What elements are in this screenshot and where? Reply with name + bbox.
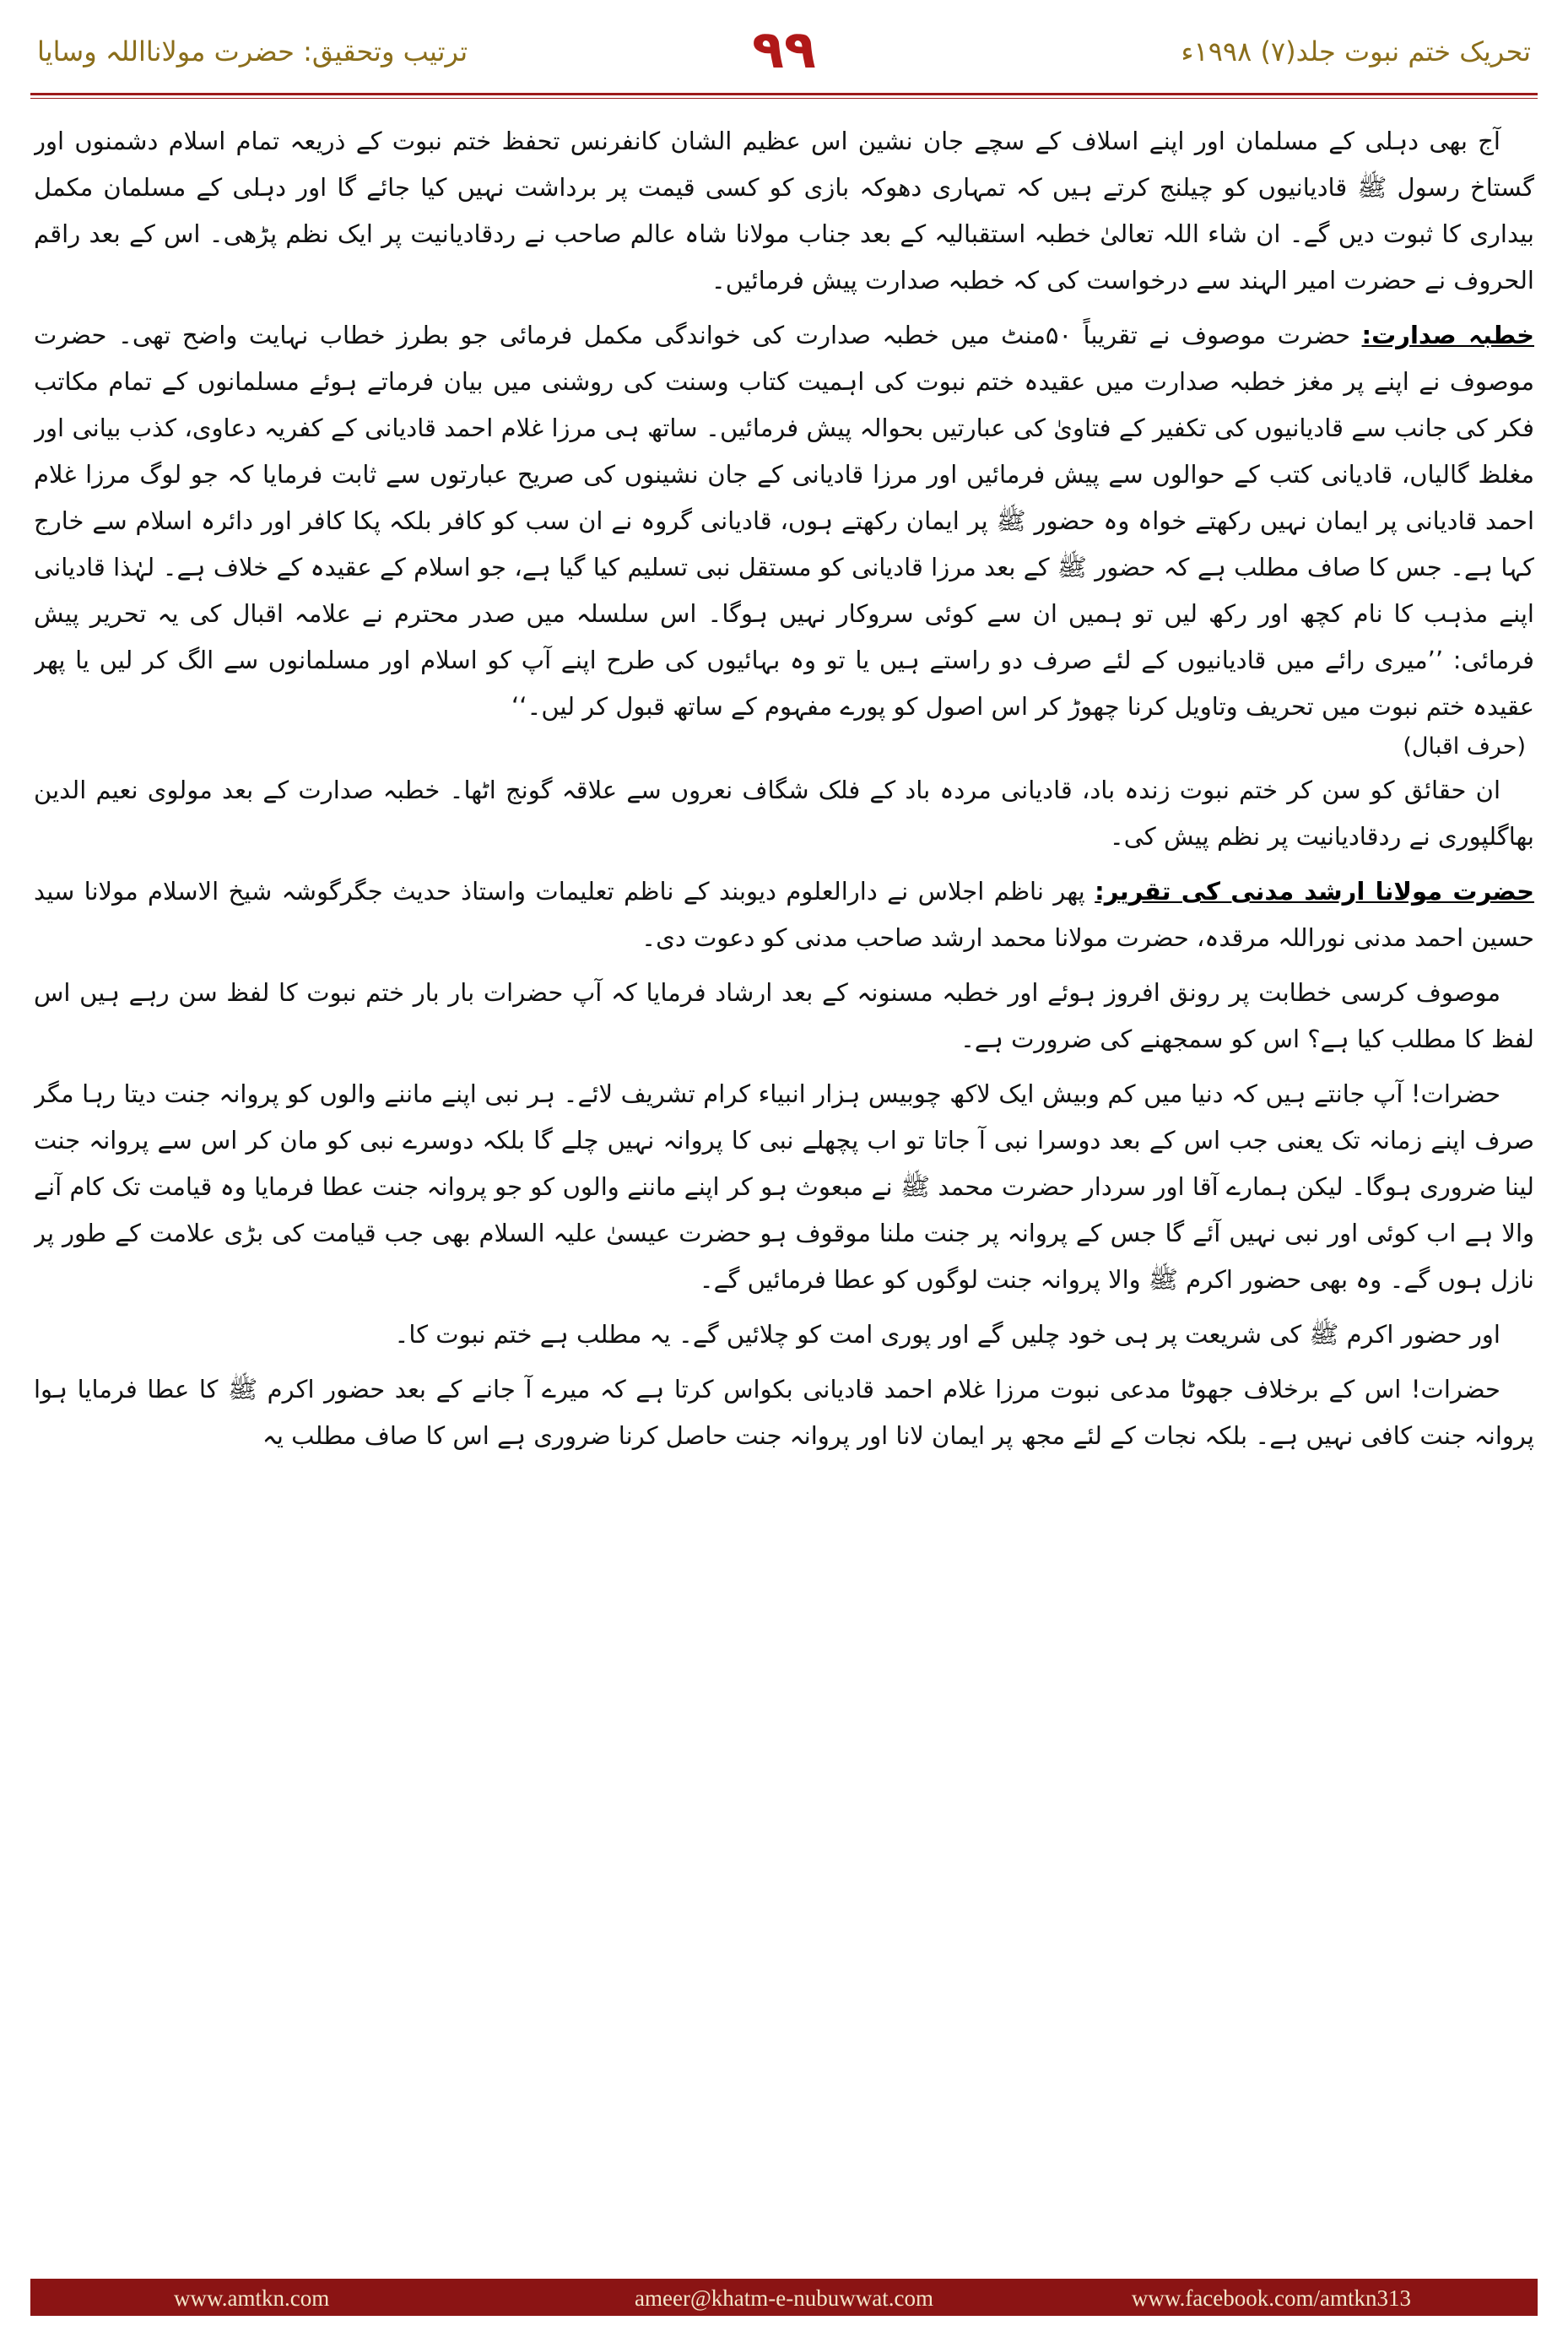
facebook-link[interactable]: www.facebook.com/amtkn313 (1131, 2285, 1411, 2311)
series-title: تحریک ختم نبوت جلد(۷) ۱۹۹۸ء (1181, 35, 1531, 68)
paragraph-8 (34, 1366, 1534, 1459)
paragraph-text: موصوف کرسی خطابت پر رونق افروز ہوئے اور خطبہ مسنونہ کے بعد ارشاد فرمایا کہ آپ حضرات بار بار ختم نبوت کا لفظ سن رہے ہیں اس لفظ کا مطلب کیا ہے؟ اس کو سمجھنے کی ضرورت ہے۔ (34, 978, 1534, 1053)
paragraph-text: ان حقائق کو سن کر ختم نبوت زندہ باد، قادیانی مردہ باد کے فلک شگاف نعروں سے علاقہ گونج اٹھا۔ خطبہ صدارت کے بعد مولوی نعیم الدین بھاگلپوری نے ردقادیانیت پر نظم پیش کی۔ (34, 776, 1534, 851)
paragraph-text: حضرت موصوف نے تقریباً ۵۰منٹ میں خطبہ صدارت کی خواندگی مکمل فرمائی جو بطرز خطاب نہایت واضح تھی۔ حضرت موصوف نے اپنے پر مغز خطبہ صدارت میں عقیدہ ختم نبوت کی اہمیت کتاب وسنت کی روشنی میں بیان فرماتے ہوئے مسلمانوں کے تمام مکاتب فکر کی جانب سے قادیانیوں کی تکفیر کے فتاویٰ کی عبارتیں بحوالہ پیش فرمائیں۔ ساتھ ہی مرزا غلام احمد قادیانی کے کفریہ دعاوی، کذب بیانی اور مغلظ گالیاں، قادیانی کتب کے حوالوں سے پیش فرمائیں اور مرزا قادیانی کے جان نشینوں کی صریح عبارتوں سے ثابت فرمایا کہ جو لوگ مرزا غلام احمد قادیانی پر ایمان نہیں رکھتے خواہ وہ حضور ﷺ پر ایمان رکھتے ہوں، قادیانی گروہ نے ان سب کو کافر بلکہ پکا کافر اور دائرہ اسلام سے خارج کہا ہے۔ جس کا صاف مطلب ہے کہ حضور ﷺ کے بعد مرزا قادیانی کو مستقل نبی تسلیم کیا گیا ہے، جو اسلام کے عقیدہ کے خلاف ہے۔ لہٰذا قادیانی اپنے مذہب کا نام کچھ اور رکھ لیں تو ہمیں ان سے کوئی سروکار نہیں ہوگا۔ اس سلسلہ میں صدر محترم نے علامہ اقبال کی یہ تحریر پیش فرمائی: ’’میری رائے میں قادیانیوں کے لئے صرف دو راستے ہیں یا تو وہ بہائیوں کی طرح اپنے آپ کو اسلام اور مسلمانوں سے الگ کر لیں یا پھر عقیدہ ختم نبوت میں تحریف وتاویل کرنا چھوڑ کر اس اصول کو پورے مفہوم کے ساتھ قبول کر لیں۔‘‘ (34, 321, 1534, 721)
iqbal-reference: (حرف اقبال) (1403, 733, 1526, 760)
email-link[interactable]: ameer@khatm-e-nubuwwat.com (635, 2285, 933, 2311)
header-divider-thin (30, 98, 1538, 99)
paragraph-text: اور حضور اکرم ﷺ کی شریعت پر ہی خود چلیں گے اور پوری امت کو چلائیں گے۔ یہ مطلب ہے ختم نبوت کا۔ (394, 1320, 1500, 1349)
page-number: ۹۹ (752, 19, 816, 80)
section-heading-presidential-address: خطبہ صدارت: (1361, 321, 1534, 349)
paragraph-1 (34, 118, 1534, 304)
paragraph-6 (34, 1071, 1534, 1303)
section-heading-arshad-madani-speech: حضرت مولانا ارشد مدنی کی تقریر: (1095, 877, 1534, 906)
paragraph-text: پھر ناظم اجلاس نے دارالعلوم دیوبند کے ناظم تعلیمات واستاذ حدیث جگرگوشہ شیخ الاسلام مولانا سید حسین احمد مدنی نوراللہ مرقدہ، حضرت مولانا محمد ارشد صاحب مدنی کو دعوت دی۔ (34, 877, 1534, 952)
page-header (0, 0, 1568, 101)
website-link[interactable]: www.amtkn.com (174, 2285, 330, 2311)
paragraph-5 (34, 970, 1534, 1063)
paragraph-4 (34, 868, 1534, 961)
paragraph-3 (34, 767, 1534, 860)
header-divider (30, 93, 1538, 95)
page-footer (30, 2279, 1538, 2316)
paragraph-2 (34, 312, 1534, 764)
paragraph-text: آج بھی دہلی کے مسلمان اور اپنے اسلاف کے سچے جان نشین اس عظیم الشان کانفرنس تحفظ ختم نبوت کے ذریعہ تمام اسلام دشمنوں اور گستاخ رسول ﷺ قادیانیوں کو چیلنج کرتے ہیں کہ تمہاری دھوکہ بازی کو کسی قیمت پر برداشت نہیں کیا جائے گا اور دہلی کے مسلمان مکمل بیداری کا ثبوت دیں گے۔ ان شاء اللہ تعالیٰ خطبہ استقبالیہ کے بعد جناب مولانا شاہ عالم صاحب نے ردقادیانیت پر ایک نظم پڑھی۔ اس کے بعد راقم الحروف نے حضرت امیر الہند سے درخواست کی کہ خطبہ صدارت پیش فرمائیں۔ (34, 127, 1534, 295)
paragraph-text: حضرات! اس کے برخلاف جھوٹا مدعی نبوت مرزا غلام احمد قادیانی بکواس کرتا ہے کہ میرے آ جانے کے بعد حضور اکرم ﷺ کا عطا فرمایا ہوا پروانہ جنت کافی نہیں ہے۔ بلکہ نجات کے لئے مجھ پر ایمان لانا اور پروانہ جنت حاصل کرنا ضروری ہے اس کا صاف مطلب یہ (34, 1375, 1534, 1450)
article-body (34, 118, 1534, 2245)
compiler-credit: ترتیب وتحقیق: حضرت مولانااللہ وسایا (37, 35, 468, 68)
paragraph-7 (34, 1312, 1534, 1358)
paragraph-text: حضرات! آپ جانتے ہیں کہ دنیا میں کم وبیش ایک لاکھ چوبیس ہزار انبیاء کرام تشریف لائے۔ ہر نبی اپنے ماننے والوں کو پروانہ جنت دیتا رہا مگر صرف اپنے زمانہ تک یعنی جب اس کے بعد دوسرا نبی آ جاتا تو اب پچھلے نبی کا پروانہ نہیں چلے گا بلکہ دوسرے نبی کو مان کر اس سے پروانہ جنت لینا ضروری ہوگا۔ لیکن ہمارے آقا اور سردار حضرت محمد ﷺ نے مبعوث ہو کر اپنے ماننے والوں کو جو پروانہ جنت عطا فرمایا وہ قیامت تک کام آنے والا ہے اب کوئی اور نبی نہیں آئے گا جس کے پروانہ پر جنت ملنا موقوف ہو حضرت عیسیٰ علیہ السلام بھی جب قیامت کی بڑی علامت کے طور پر نازل ہوں گے۔ وہ بھی حضور اکرم ﷺ والا پروانہ جنت لوگوں کو عطا فرمائیں گے۔ (34, 1079, 1534, 1294)
